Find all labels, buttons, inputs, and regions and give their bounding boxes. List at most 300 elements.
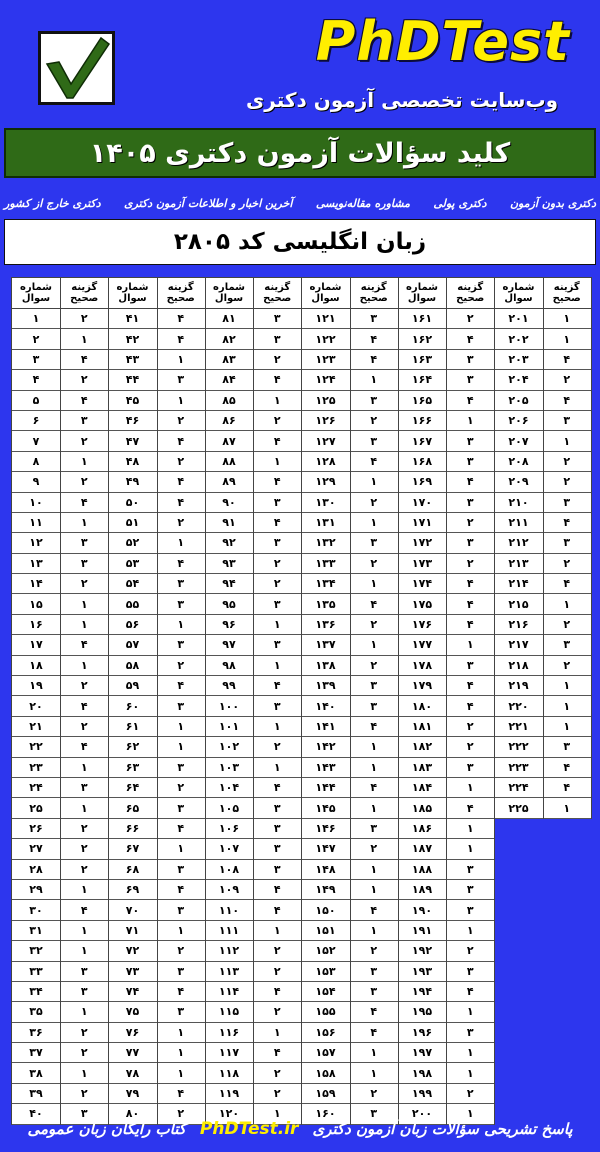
question-number-cell: ۶۶: [109, 819, 157, 839]
answer-cell: ۳: [60, 554, 108, 574]
question-number-cell: ۲۱۸: [495, 656, 543, 676]
question-number-cell: ۴۴: [109, 370, 157, 390]
answer-cell: ۲: [60, 1023, 108, 1043]
question-number-cell: ۶۰: [109, 696, 157, 716]
question-number-cell: ۲۱۹: [495, 676, 543, 696]
answer-cell: ۱: [253, 921, 301, 941]
question-number-cell: ۲۰۷: [495, 431, 543, 451]
question-number-cell: ۱۸: [12, 656, 60, 676]
answer-cell: ۳: [60, 1104, 108, 1124]
answer-cell: ۱: [543, 594, 591, 614]
question-number-cell: ۸۶: [205, 411, 253, 431]
answer-cell: ۳: [253, 696, 301, 716]
question-number-cell: ۲۱۳: [495, 554, 543, 574]
answer-cell: ۴: [350, 717, 398, 737]
answer-column: [445, 277, 495, 1125]
question-number-cell: ۱۰۸: [205, 860, 253, 880]
answer-cell: ۳: [446, 758, 494, 778]
answer-cell: ۱: [446, 921, 494, 941]
answer-cell: ۲: [446, 309, 494, 329]
answer-cell: ۱: [60, 329, 108, 349]
question-number-cell: ۲۱۲: [495, 533, 543, 553]
question-number-cell: ۲۴: [12, 778, 60, 798]
answer-cell: ۴: [157, 982, 205, 1002]
question-number-cell: ۱۳۶: [302, 615, 350, 635]
answer-cell: ۲: [157, 411, 205, 431]
answer-cell: ۴: [446, 615, 494, 635]
question-number-cell: ۳۳: [12, 962, 60, 982]
question-number-cell: ۹۲: [205, 533, 253, 553]
question-number-cell: ۵۸: [109, 656, 157, 676]
link-no-exam-phd[interactable]: دکتری بدون آزمون: [509, 196, 596, 210]
question-number-cell: ۱۹۱: [398, 921, 446, 941]
question-number-cell: ۷۷: [109, 1043, 157, 1063]
answer-cell: ۲: [60, 1043, 108, 1063]
answer-cell: ۲: [60, 676, 108, 696]
question-number-cell: ۱۵: [12, 594, 60, 614]
question-number-cell: ۱۸۵: [398, 798, 446, 818]
answer-cell: ۳: [543, 533, 591, 553]
answer-cell: ۳: [446, 431, 494, 451]
answer-cell: ۳: [543, 493, 591, 513]
answer-cell: ۲: [253, 962, 301, 982]
answer-cell: ۴: [60, 635, 108, 655]
answer-cell: ۴: [253, 513, 301, 533]
answer-cell: ۳: [157, 594, 205, 614]
question-number-cell: ۵: [12, 391, 60, 411]
question-number-cell: ۲۸: [12, 860, 60, 880]
question-number-cell: ۸۹: [205, 472, 253, 492]
question-number-cell: ۵۰: [109, 493, 157, 513]
question-number-cell: ۱۱۸: [205, 1063, 253, 1083]
question-number-cell: ۱۵۵: [302, 1002, 350, 1022]
link-article-consulting[interactable]: مشاوره مقاله‌نویسی: [315, 196, 410, 210]
question-number-cell: ۴۲: [109, 329, 157, 349]
question-header: شماره سوال: [302, 277, 350, 309]
answer-column: [156, 277, 206, 1125]
brand-name[interactable]: PhDTest: [315, 10, 570, 73]
question-number-cell: ۶۲: [109, 737, 157, 757]
question-number-cell: ۶۹: [109, 880, 157, 900]
answer-cell: ۳: [446, 452, 494, 472]
question-number-cell: ۴۰: [12, 1104, 60, 1124]
answer-cell: ۱: [157, 1023, 205, 1043]
answer-cell: ۱: [60, 1063, 108, 1083]
question-header: شماره سوال: [12, 277, 60, 309]
header: [0, 0, 600, 124]
question-number-cell: ۱۱۵: [205, 1002, 253, 1022]
answer-cell: ۴: [543, 574, 591, 594]
question-number-cell: ۴۸: [109, 452, 157, 472]
question-number-cell: ۱۹۸: [398, 1063, 446, 1083]
question-number-cell: ۱۷۳: [398, 554, 446, 574]
answer-cell: ۲: [157, 656, 205, 676]
answer-cell: ۴: [157, 819, 205, 839]
answer-cell: ۱: [350, 635, 398, 655]
question-number-cell: ۲۰۹: [495, 472, 543, 492]
answer-cell: ۳: [157, 370, 205, 390]
answer-cell: ۳: [446, 493, 494, 513]
answer-cell: ۱: [350, 921, 398, 941]
answer-cell: ۴: [253, 676, 301, 696]
answer-cell: ۳: [157, 635, 205, 655]
answer-cell: ۱: [157, 839, 205, 859]
question-header: شماره سوال: [495, 277, 543, 309]
answer-cell: ۱: [60, 513, 108, 533]
question-number-cell: ۱۴۹: [302, 880, 350, 900]
question-number-cell: ۲۱۶: [495, 615, 543, 635]
question-number-cell: ۶۴: [109, 778, 157, 798]
checkmark-icon: [41, 34, 112, 102]
answer-cell: ۲: [60, 472, 108, 492]
question-number-cell: ۹۰: [205, 493, 253, 513]
answer-cell: ۱: [253, 758, 301, 778]
question-number-cell: ۴۵: [109, 391, 157, 411]
answer-cell: ۱: [60, 880, 108, 900]
question-number-cell: ۵۳: [109, 554, 157, 574]
question-number-cell: ۱۶۵: [398, 391, 446, 411]
answer-cell: ۳: [350, 533, 398, 553]
question-number-cell: ۱۷۷: [398, 635, 446, 655]
answer-cell: ۲: [253, 350, 301, 370]
question-number-cell: ۱۷۶: [398, 615, 446, 635]
answer-cell: ۱: [60, 615, 108, 635]
question-number-cell: ۱۰۰: [205, 696, 253, 716]
question-number-cell: ۱۰۲: [205, 737, 253, 757]
answer-cell: ۲: [350, 839, 398, 859]
answer-cell: ۲: [157, 1104, 205, 1124]
answer-column: [252, 277, 302, 1125]
answer-cell: ۳: [60, 778, 108, 798]
answer-cell: ۱: [350, 758, 398, 778]
question-number-cell: ۷۶: [109, 1023, 157, 1043]
question-number-cell: ۲۱۰: [495, 493, 543, 513]
question-number-cell: ۱۸۷: [398, 839, 446, 859]
question-number-cell: ۷: [12, 431, 60, 451]
question-number-cell: ۱۴۶: [302, 819, 350, 839]
answer-cell: ۲: [446, 554, 494, 574]
question-number-cell: ۱۷: [12, 635, 60, 655]
answer-cell: ۳: [60, 411, 108, 431]
question-number-cell: ۲۰۲: [495, 329, 543, 349]
question-number-cell: ۱۸۶: [398, 819, 446, 839]
answer-cell: ۱: [157, 350, 205, 370]
footer-answers-link[interactable]: پاسخ تشریحی سؤالات زبان آزمون دکتری: [312, 1119, 573, 1138]
answer-cell: ۳: [446, 350, 494, 370]
answer-cell: ۱: [350, 860, 398, 880]
answer-cell: ۴: [253, 1043, 301, 1063]
answer-cell: ۱: [350, 574, 398, 594]
question-number-cell: ۵۹: [109, 676, 157, 696]
question-number-cell: ۹۹: [205, 676, 253, 696]
answer-cell: ۲: [60, 1084, 108, 1104]
question-header: شماره سوال: [109, 277, 157, 309]
question-number-cell: ۱۹: [12, 676, 60, 696]
link-latest-news[interactable]: آخرین اخبار و اطلاعات آزمون دکتری: [124, 196, 293, 210]
question-number-cell: ۱۴۳: [302, 758, 350, 778]
answer-cell: ۱: [543, 309, 591, 329]
answer-cell: ۲: [543, 472, 591, 492]
answer-cell: ۴: [543, 391, 591, 411]
question-number-cell: ۴۷: [109, 431, 157, 451]
tagline: وب‌سایت تخصصی آزمون دکتری: [245, 88, 558, 112]
answer-cell: ۴: [543, 513, 591, 533]
answer-cell: ۴: [157, 329, 205, 349]
question-number-cell: ۱۹۹: [398, 1084, 446, 1104]
question-number-cell: ۳۲: [12, 941, 60, 961]
question-number-cell: ۸۸: [205, 452, 253, 472]
question-number-cell: ۲۲۱: [495, 717, 543, 737]
answer-cell: ۱: [543, 717, 591, 737]
question-number-cell: ۱۴۱: [302, 717, 350, 737]
answer-cell: ۱: [350, 737, 398, 757]
answer-cell: ۳: [543, 411, 591, 431]
question-number-cell: ۱۴: [12, 574, 60, 594]
question-number-cell: ۷۴: [109, 982, 157, 1002]
answer-cell: ۳: [350, 962, 398, 982]
question-number-cell: ۲۰۸: [495, 452, 543, 472]
answer-cell: ۲: [350, 656, 398, 676]
question-number-cell: ۳۹: [12, 1084, 60, 1104]
question-number-cell: ۱۴۴: [302, 778, 350, 798]
question-number-cell: ۱۵۴: [302, 982, 350, 1002]
question-number-cell: ۱۶۷: [398, 431, 446, 451]
answer-cell: ۳: [253, 309, 301, 329]
question-number-cell: ۲۰۰: [398, 1104, 446, 1124]
question-number-cell: ۲۹: [12, 880, 60, 900]
answer-cell: ۲: [253, 574, 301, 594]
question-number-cell: ۳۸: [12, 1063, 60, 1083]
answer-cell: ۱: [157, 533, 205, 553]
question-number-cell: ۷۹: [109, 1084, 157, 1104]
question-number-cell: ۹۴: [205, 574, 253, 594]
answer-cell: ۴: [350, 1002, 398, 1022]
answer-cell: ۳: [446, 880, 494, 900]
question-number-cell: ۱۸۲: [398, 737, 446, 757]
answer-cell: ۳: [350, 1104, 398, 1124]
question-number-cell: ۸۵: [205, 391, 253, 411]
answer-cell: ۴: [543, 350, 591, 370]
answer-cell: ۳: [350, 676, 398, 696]
question-number-cell: ۲۰۶: [495, 411, 543, 431]
answer-cell: ۱: [350, 472, 398, 492]
answer-cell: ۱: [60, 921, 108, 941]
question-number-cell: ۱۰۵: [205, 798, 253, 818]
answer-cell: ۱: [253, 452, 301, 472]
answer-cell: ۳: [60, 962, 108, 982]
question-number-cell: ۱۸۰: [398, 696, 446, 716]
answer-cell: ۳: [157, 798, 205, 818]
link-paid-phd[interactable]: دکتری پولی: [433, 196, 487, 210]
question-number-cell: ۱۰۱: [205, 717, 253, 737]
answer-cell: ۱: [543, 696, 591, 716]
question-number-cell: ۹۸: [205, 656, 253, 676]
answer-cell: ۴: [543, 758, 591, 778]
footer-site[interactable]: PhDTest.ir: [199, 1118, 299, 1139]
question-number-cell: ۲۲۰: [495, 696, 543, 716]
answer-cell: ۳: [350, 431, 398, 451]
answer-cell: ۴: [350, 452, 398, 472]
answer-cell: ۲: [350, 554, 398, 574]
question-number-cell: ۷۲: [109, 941, 157, 961]
answer-cell: ۳: [350, 309, 398, 329]
answer-cell: ۴: [157, 431, 205, 451]
answer-cell: ۱: [157, 391, 205, 411]
question-number-cell: ۲۵: [12, 798, 60, 818]
question-number-cell: ۱۲۷: [302, 431, 350, 451]
question-column: [494, 277, 544, 819]
answer-cell: ۱: [60, 594, 108, 614]
subject-title: زبان انگلیسی کد ۲۸۰۵: [4, 219, 596, 265]
answer-cell: ۲: [157, 941, 205, 961]
question-number-cell: ۱۷۱: [398, 513, 446, 533]
question-number-cell: ۲۰۱: [495, 309, 543, 329]
question-number-cell: ۱۳۸: [302, 656, 350, 676]
answer-cell: ۴: [446, 574, 494, 594]
answer-cell: ۲: [157, 513, 205, 533]
answer-cell: ۲: [446, 737, 494, 757]
question-number-cell: ۱۴۷: [302, 839, 350, 859]
answer-cell: ۴: [446, 472, 494, 492]
question-number-cell: ۶: [12, 411, 60, 431]
question-number-cell: ۱۵۶: [302, 1023, 350, 1043]
question-number-cell: ۶۷: [109, 839, 157, 859]
question-number-cell: ۳۵: [12, 1002, 60, 1022]
answer-cell: ۲: [543, 554, 591, 574]
question-number-cell: ۷۵: [109, 1002, 157, 1022]
question-number-cell: ۱: [12, 309, 60, 329]
nav-links: [0, 190, 600, 216]
question-number-cell: ۱۳۳: [302, 554, 350, 574]
answer-cell: ۴: [157, 472, 205, 492]
question-number-cell: ۱۷۵: [398, 594, 446, 614]
question-number-cell: ۱۹۴: [398, 982, 446, 1002]
question-number-cell: ۱۸۸: [398, 860, 446, 880]
question-number-cell: ۱۱۰: [205, 900, 253, 920]
question-number-cell: ۸۴: [205, 370, 253, 390]
answer-cell: ۳: [157, 758, 205, 778]
answer-cell: ۱: [60, 798, 108, 818]
answer-cell: ۳: [446, 860, 494, 880]
answer-cell: ۲: [446, 513, 494, 533]
answer-cell: ۳: [253, 635, 301, 655]
question-number-cell: ۱۵۳: [302, 962, 350, 982]
question-number-cell: ۵۱: [109, 513, 157, 533]
question-number-cell: ۲۲۳: [495, 758, 543, 778]
question-number-cell: ۹۱: [205, 513, 253, 533]
question-number-cell: ۷۰: [109, 900, 157, 920]
question-number-cell: ۱۶۹: [398, 472, 446, 492]
answer-cell: ۳: [350, 696, 398, 716]
answer-cell: ۳: [446, 656, 494, 676]
answer-cell: ۱: [253, 717, 301, 737]
answer-cell: ۱: [60, 758, 108, 778]
answer-cell: ۱: [350, 513, 398, 533]
question-number-cell: ۱۴۵: [302, 798, 350, 818]
answer-cell: ۲: [350, 615, 398, 635]
answer-cell: ۳: [253, 493, 301, 513]
answer-cell: ۳: [253, 329, 301, 349]
footer: [0, 1105, 600, 1152]
question-header: شماره سوال: [205, 277, 253, 309]
answer-cell: ۲: [253, 941, 301, 961]
question-number-cell: ۱۴۸: [302, 860, 350, 880]
question-number-cell: ۲۶: [12, 819, 60, 839]
answer-cell: ۴: [350, 1023, 398, 1043]
question-number-cell: ۹۵: [205, 594, 253, 614]
answer-cell: ۳: [157, 900, 205, 920]
question-number-cell: ۳۰: [12, 900, 60, 920]
answer-cell: ۴: [446, 798, 494, 818]
footer-book-link[interactable]: کتاب رایگان زبان عمومی: [27, 1119, 186, 1138]
question-number-cell: ۱۵۱: [302, 921, 350, 941]
question-number-cell: ۱۳۰: [302, 493, 350, 513]
question-number-cell: ۱۰۷: [205, 839, 253, 859]
question-number-cell: ۱۸۱: [398, 717, 446, 737]
question-number-cell: ۹۶: [205, 615, 253, 635]
answer-cell: ۳: [350, 819, 398, 839]
answer-cell: ۱: [60, 656, 108, 676]
question-number-cell: ۲۱: [12, 717, 60, 737]
answer-cell: ۲: [543, 452, 591, 472]
answer-cell: ۱: [446, 839, 494, 859]
question-number-cell: ۱۵۹: [302, 1084, 350, 1104]
question-number-cell: ۱۸۴: [398, 778, 446, 798]
question-number-cell: ۳۴: [12, 982, 60, 1002]
answer-cell: ۱: [446, 1104, 494, 1124]
question-number-cell: ۸۱: [205, 309, 253, 329]
answer-cell: ۱: [350, 370, 398, 390]
question-number-cell: ۱۶۸: [398, 452, 446, 472]
question-number-cell: ۱۱۱: [205, 921, 253, 941]
question-number-cell: ۵۷: [109, 635, 157, 655]
question-number-cell: ۲۱۱: [495, 513, 543, 533]
answer-cell: ۳: [446, 900, 494, 920]
question-number-cell: ۱۱۹: [205, 1084, 253, 1104]
question-number-cell: ۱۱۷: [205, 1043, 253, 1063]
answer-cell: ۴: [253, 370, 301, 390]
question-number-cell: ۳۷: [12, 1043, 60, 1063]
question-number-cell: ۸۷: [205, 431, 253, 451]
question-number-cell: ۲۷: [12, 839, 60, 859]
question-number-cell: ۱۸۳: [398, 758, 446, 778]
answer-cell: ۱: [60, 1002, 108, 1022]
question-number-cell: ۲۲۲: [495, 737, 543, 757]
answer-header: گزینه صحیح: [543, 277, 591, 309]
question-number-cell: ۱۲۵: [302, 391, 350, 411]
answer-cell: ۱: [157, 615, 205, 635]
answer-cell: ۲: [446, 1084, 494, 1104]
question-number-cell: ۱۹۵: [398, 1002, 446, 1022]
answer-cell: ۴: [253, 900, 301, 920]
question-number-cell: ۷۱: [109, 921, 157, 941]
question-number-cell: ۴۱: [109, 309, 157, 329]
page-title: کلید سؤالات آزمون دکتری ۱۴۰۵: [4, 128, 596, 178]
question-number-cell: ۱۱۶: [205, 1023, 253, 1043]
answer-cell: ۳: [253, 533, 301, 553]
question-number-cell: ۵۶: [109, 615, 157, 635]
question-number-cell: ۲۰۳: [495, 350, 543, 370]
answer-cell: ۴: [543, 778, 591, 798]
question-column: [204, 277, 254, 1125]
answer-cell: ۱: [253, 1023, 301, 1043]
answer-cell: ۲: [60, 370, 108, 390]
link-phd-abroad[interactable]: دکتری خارج از کشور: [4, 196, 101, 210]
answer-cell: ۲: [446, 941, 494, 961]
question-number-cell: ۱۷۰: [398, 493, 446, 513]
answer-cell: ۴: [60, 900, 108, 920]
answer-cell: ۱: [157, 717, 205, 737]
